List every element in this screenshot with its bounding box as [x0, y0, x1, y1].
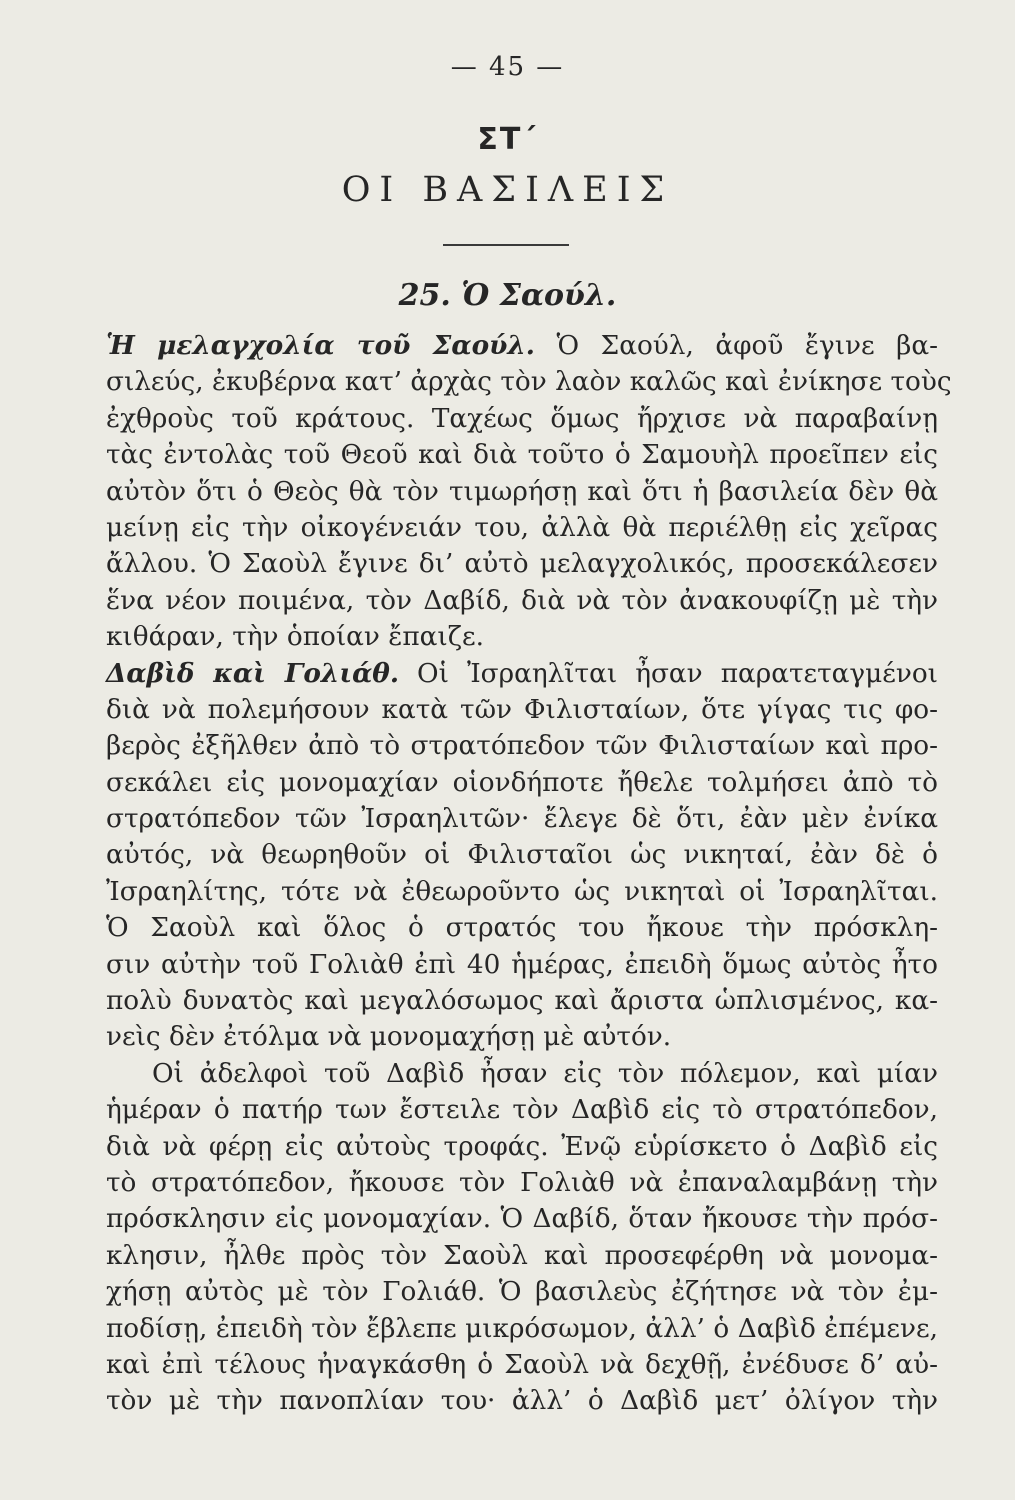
paragraph-line: χήσῃ αὐτὸς μὲ τὸν Γολιάθ. Ὁ βασιλεὺς ἐζήτησε νὰ τὸν ἐμ- — [106, 1277, 938, 1308]
paragraph-line: διὰ νὰ φέρῃ εἰς αὐτοὺς τροφάς. Ἐνῷ εὑρίσκετο ὁ Δαβὶδ εἰς — [106, 1131, 938, 1162]
title-divider — [443, 244, 569, 246]
paragraph-line: πολὺ δυνατὸς καὶ μεγαλόσωμος καὶ ἄριστα ὡπλισμένος, κα- — [106, 986, 938, 1017]
paragraph-heading: Δαβὶδ καὶ Γολιάθ. — [106, 657, 400, 689]
paragraph-line: ἡμέραν ὁ πατήρ των ἔστειλε τὸν Δαβὶδ εἰς τὸ στρατόπεδον, — [106, 1095, 938, 1126]
paragraph-line: ποδίσῃ, ἐπειδὴ τὸν ἔβλεπε μικρόσωμον, ἀλλ’ ὁ Δαβὶδ ἐπέμενε, — [106, 1313, 938, 1344]
paragraph-line: στρατόπεδον τῶν Ἰσραηλιτῶν· ἔλεγε δὲ ὅτι, ἐὰν μὲν ἐνίκα — [106, 804, 938, 835]
paragraph-line: ἕνα νέον ποιμένα, τὸν Δαβίδ, διὰ νὰ τὸν ἀνακουφίζῃ μὲ τὴν — [106, 585, 938, 616]
paragraph-line: διὰ νὰ πολεμήσουν κατὰ τῶν Φιλισταίων, ὅτε γίγας τις φο- — [106, 694, 938, 725]
paragraph-line — [106, 328, 938, 364]
paragraph-line: καὶ ἐπὶ τέλους ἠναγκάσθη ὁ Σαοὺλ νὰ δεχθῇ, ἐνέδυσε δ’ αὐ- — [106, 1349, 938, 1380]
paragraph-line — [106, 656, 938, 692]
paragraph-line: Οἱ ἀδελφοὶ τοῦ Δαβὶδ ἦσαν εἰς τὸν πόλεμον, καὶ μίαν — [152, 1058, 938, 1089]
paragraph-line: αὐτὸν ὅτι ὁ Θεὸς θὰ τὸν τιμωρήσῃ καὶ ὅτι ἡ βασιλεία δὲν θὰ — [106, 476, 938, 507]
paragraph-line: τὰς ἐντολὰς τοῦ Θεοῦ καὶ διὰ τοῦτο ὁ Σαμουὴλ προεῖπεν εἰς — [106, 440, 938, 471]
paragraph-heading: Ἡ μελαγχολία τοῦ Σαούλ. — [106, 330, 535, 361]
paragraph-line: ἐχθροὺς τοῦ κράτους. Ταχέως ὅμως ἤρχισε νὰ παραβαίνῃ — [106, 403, 938, 434]
paragraph-line: κιθάραν, τὴν ὁποίαν ἔπαιζε. — [106, 622, 484, 653]
paragraph-line: Ὁ Σαοὺλ καὶ ὅλος ὁ στρατός του ἤκουε τὴν πρόσκλη- — [106, 913, 938, 944]
paragraph-line: νεὶς δὲν ἐτόλμα νὰ μονομαχήσῃ μὲ αὐτόν. — [106, 1022, 672, 1053]
body-text — [106, 328, 952, 1420]
section-title: 25. Ὁ Σαούλ. — [398, 278, 617, 313]
paragraph-line: τὸν μὲ τὴν πανοπλίαν του· ἀλλ’ ὁ Δαβὶδ μετ’ ὀλίγον τὴν — [106, 1386, 938, 1417]
chapter-title: ΟΙ ΒΑΣΙΛΕΙΣ — [341, 170, 674, 210]
paragraph-line: μείνῃ εἰς τὴν οἰκογένειάν του, ἀλλὰ θὰ περιέλθῃ εἰς χεῖρας — [106, 512, 938, 543]
page-number: — 45 — — [450, 52, 565, 82]
paragraph-line: σεκάλει εἰς μονομαχίαν οἱονδήποτε ἤθελε τολμήσει ἀπὸ τὸ — [106, 767, 938, 798]
paragraph-line: Ἰσραηλίτης, τότε νὰ ἐθεωροῦντο ὡς νικηταὶ οἱ Ἰσραηλῖται. — [106, 876, 938, 907]
paragraph-text: Ὁ Σαούλ, ἀφοῦ ἔγινε βα- — [534, 331, 938, 361]
paragraph-line: αὐτός, νὰ θεωρηθοῦν οἱ Φιλισταῖοι ὡς νικηταί, ἐὰν δὲ ὁ — [106, 840, 938, 871]
paragraph-line: πρόσκλησιν εἰς μονομαχίαν. Ὁ Δαβίδ, ὅταν ἤκουσε τὴν πρόσ- — [106, 1204, 938, 1235]
paragraph-line: τὸ στρατόπεδον, ἤκουσε τὸν Γολιὰθ νὰ ἐπαναλαμβάνῃ τὴν — [106, 1167, 938, 1198]
paragraph-line: σιλεύς, ἐκυβέρνα κατ’ ἀρχὰς τὸν λαὸν καλῶς καὶ ἐνίκησε τοὺς — [106, 367, 952, 398]
paragraph-line: κλησιν, ἦλθε πρὸς τὸν Σαοὺλ καὶ προσεφέρθη νὰ μονομα- — [106, 1240, 938, 1271]
chapter-number: ΣΤ΄ — [477, 122, 538, 157]
paragraph-line: σιν αὐτὴν τοῦ Γολιὰθ ἐπὶ 40 ἡμέρας, ἐπειδὴ ὅμως αὐτὸς ἦτο — [106, 949, 938, 980]
paragraph-line: βερὸς ἐξῆλθεν ἀπὸ τὸ στρατόπεδον τῶν Φιλισταίων καὶ προ- — [106, 731, 938, 762]
paragraph-line: ἄλλου. Ὁ Σαοὺλ ἔγινε δι’ αὐτὸ μελαγχολικός, προσεκάλεσεν — [106, 549, 938, 580]
paragraph-text: Οἱ Ἰσραηλῖται ἦσαν παρατεταγμένοι — [399, 658, 938, 689]
